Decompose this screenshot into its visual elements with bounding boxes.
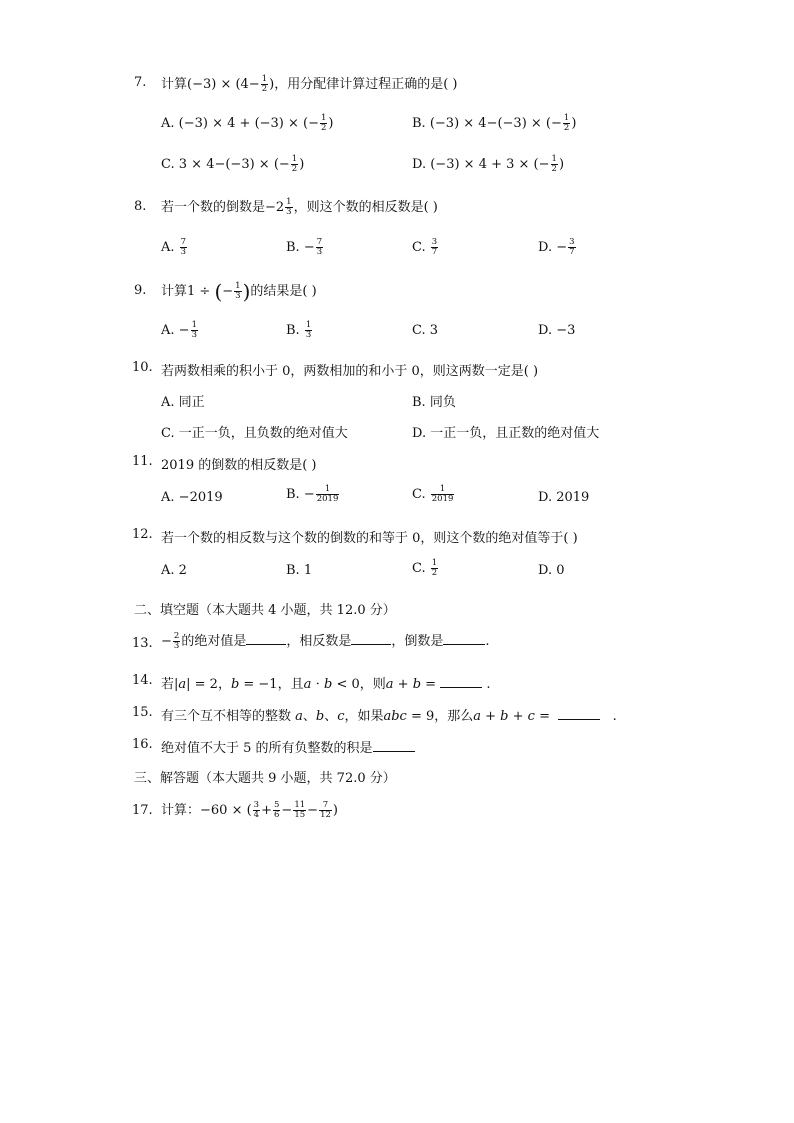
fraction: $\frac{1}{2}$ [563, 113, 570, 133]
option-d[interactable]: D. 一正一负，且正数的绝对值大 [412, 426, 600, 441]
answer-blank[interactable] [558, 709, 600, 720]
question-number: 16. [132, 737, 153, 752]
question-stem: 计算：−60 × ( $\frac{3}{4}$ + $\frac{5}{6}$ − $\frac{11}{15}$ − $\frac{7}{12}$ ) [161, 800, 338, 820]
option-a[interactable]: A. − $\frac{1}{3}$ [161, 320, 197, 340]
answer-blank[interactable] [440, 677, 482, 688]
fraction: $\frac{3}{7}$ [431, 237, 438, 257]
question-stem: 若|𝑎| = 2，𝑏 = −1，且𝑎 ⋅ 𝑏 < 0，则𝑎 + 𝑏 = . [161, 677, 491, 692]
fraction: $\frac{1}{3}$ [286, 197, 292, 217]
section-heading-answer: 三、解答题（本大题共 9 小题，共 72.0 分） [134, 771, 396, 786]
question-number: 12. [132, 527, 153, 542]
option-d[interactable]: D. 0 [538, 563, 565, 578]
question-number: 7. [134, 75, 147, 90]
answer-blank[interactable] [246, 634, 286, 645]
option-c[interactable]: C. $\frac{1}{2019}$ [412, 484, 454, 504]
question-number: 10. [132, 360, 153, 375]
option-a[interactable]: A. −2019 [161, 490, 223, 505]
answer-blank[interactable] [443, 634, 485, 645]
answer-blank[interactable] [373, 741, 415, 752]
option-d[interactable]: D. − $\frac{3}{7}$ [538, 237, 575, 257]
question-stem: 若两数相乘的积小于 0，两数相加的和小于 0，则这两数一定是( ) [161, 364, 539, 379]
fraction: $\frac{7}{12}$ [320, 800, 331, 820]
option-c[interactable]: C. $\frac{1}{2}$ [412, 558, 438, 578]
question-number: 8. [134, 199, 147, 214]
fraction: $\frac{1}{2}$ [291, 154, 298, 174]
fraction: $\frac{1}{3}$ [191, 320, 197, 340]
fraction: $\frac{3}{4}$ [253, 800, 260, 820]
option-b[interactable]: B. $\frac{1}{3}$ [286, 320, 312, 340]
option-c[interactable]: C. $\frac{3}{7}$ [412, 237, 438, 257]
option-c[interactable]: C. 一正一负，且负数的绝对值大 [161, 426, 348, 441]
option-b[interactable]: B. − $\frac{1}{2019}$ [286, 484, 339, 504]
question-stem: 有三个互不相等的整数 𝑎、𝑏、𝑐，如果𝑎𝑏𝑐 = 9，那么𝑎 + 𝑏 + 𝑐 = . [161, 709, 617, 724]
question-stem: 若一个数的倒数是−2 $\frac{1}{3}$ ，则这个数的相反数是( ) [161, 197, 438, 217]
fraction: $\frac{7}{3}$ [316, 237, 323, 257]
option-b[interactable]: B. − $\frac{7}{3}$ [286, 237, 323, 257]
fraction: $\frac{1}{2019}$ [316, 484, 339, 504]
question-number: 13. [132, 636, 153, 651]
fraction: $\frac{1}{3}$ [305, 320, 312, 340]
fraction: $\frac{2}{3}$ [173, 631, 180, 651]
fraction: $\frac{5}{6}$ [274, 800, 280, 820]
option-d[interactable]: D. −3 [538, 323, 576, 338]
question-stem: 2019 的倒数的相反数是( ) [161, 458, 317, 473]
answer-blank[interactable] [351, 634, 391, 645]
fraction: $\frac{1}{3}$ [235, 281, 241, 301]
option-a[interactable]: A. (−3) × 4 + (−3) × (− $\frac{1}{2}$ ) [161, 113, 334, 133]
question-number: 14. [132, 673, 153, 688]
question-stem: 计算(−3) × (4− $\frac{1}{2}$ )，用分配律计算过程正确的是( ) [161, 74, 458, 94]
fraction: $\frac{1}{2}$ [321, 113, 327, 133]
fraction: $\frac{3}{7}$ [569, 237, 575, 257]
question-number: 15. [132, 705, 153, 720]
option-b[interactable]: B. 同负 [412, 395, 456, 410]
question-stem: − $\frac{2}{3}$ 的绝对值是 ，相反数是 ，倒数是 . [161, 631, 490, 651]
option-c[interactable]: C. 3 × 4−(−3) × (− $\frac{1}{2}$ ) [161, 154, 305, 174]
fraction: $\frac{7}{3}$ [180, 237, 187, 257]
fraction: $\frac{1}{2}$ [551, 154, 557, 174]
question-stem: 绝对值不大于 5 的所有负整数的积是 [161, 737, 415, 756]
question-stem: 若一个数的相反数与这个数的倒数的和等于 0，则这个数的绝对值等于( ) [161, 531, 578, 546]
question-number: 11. [132, 454, 153, 469]
option-d[interactable]: D. 2019 [538, 490, 590, 505]
fraction: $\frac{1}{2}$ [431, 558, 438, 578]
question-number: 17. [132, 803, 153, 818]
option-b[interactable]: B. 1 [286, 563, 313, 578]
fraction: $\frac{11}{15}$ [294, 800, 306, 820]
question-number: 9. [134, 283, 147, 298]
option-b[interactable]: B. (−3) × 4−(−3) × (− $\frac{1}{2}$ ) [412, 113, 577, 133]
section-heading-fill-blank: 二、填空题（本大题共 4 小题，共 12.0 分） [134, 603, 396, 618]
option-d[interactable]: D. (−3) × 4 + 3 × (− $\frac{1}{2}$ ) [412, 154, 565, 174]
option-a[interactable]: A. $\frac{7}{3}$ [161, 237, 187, 257]
fraction: $\frac{1}{2019}$ [431, 484, 454, 504]
option-c[interactable]: C. 3 [412, 323, 439, 338]
question-stem: 计算1 ÷ (− $\frac{1}{3}$ )的结果是( ) [161, 279, 317, 304]
option-a[interactable]: A. 2 [161, 563, 187, 578]
option-a[interactable]: A. 同正 [161, 395, 205, 410]
fraction: $\frac{1}{2}$ [261, 74, 268, 94]
